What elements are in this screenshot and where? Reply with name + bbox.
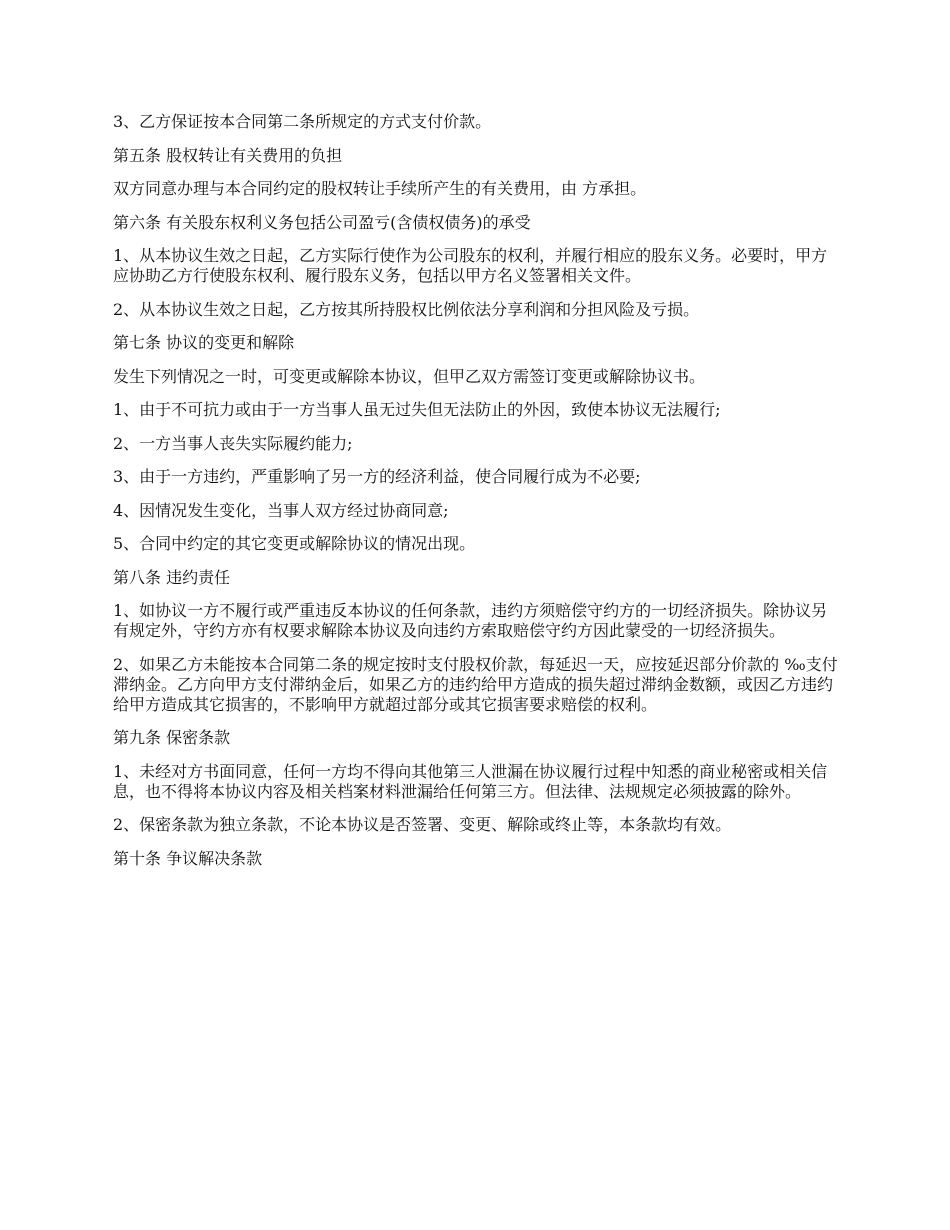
article-7-clause-3: 3、由于一方违约，严重影响了另一方的经济利益，使合同履行成为不必要; [113,467,641,486]
clause-3-payment-guarantee: 3、乙方保证按本合同第二条所规定的方式支付价款。 [113,112,492,131]
article-9-clause-1: 1、未经对方书面同意，任何一方均不得向其他第三人泄漏在协议履行过程中知悉的商业秘密或相关信息，也不得将本协议内容及相关档案材料泄漏给任何第三方。但法律、法规规定必须披露的除外。 [113,761,828,801]
article-7-clause-1: 1、由于不可抗力或由于一方当事人虽无过失但无法防止的外因，致使本协议无法履行; [113,400,721,419]
article-6-heading: 第六条 有关股东权利义务包括公司盈亏(含债权债务)的承受 [113,212,531,232]
article-7-clause-2: 2、一方当事人丧失实际履约能力; [113,433,353,453]
article-7-intro: 发生下列情况之一时，可变更或解除本协议，但甲乙双方需签订变更或解除协议书。 [113,366,706,386]
article-9-heading: 第九条 保密条款 [113,728,231,747]
article-6-clause-2: 2、从本协议生效之日起，乙方按其所持股权比例依法分享利润和分担风险及亏损。 [113,299,700,319]
article-8-heading: 第八条 违约责任 [113,567,231,587]
article-5-text: 双方同意办理与本合同约定的股权转让手续所产生的有关费用，由 方承担。 [113,179,647,198]
article-10-heading: 第十条 争议解决条款 [113,848,263,868]
document-page [113,112,843,882]
article-7-heading: 第七条 协议的变更和解除 [113,333,295,352]
article-6-clause-1: 1、从本协议生效之日起，乙方实际行使作为公司股东的权利，并履行相应的股东义务。必要时，甲方应协助乙方行使股东权利、履行股东义务，包括以甲方名义签署相关文件。 [113,246,828,285]
article-5-heading: 第五条 股权转让有关费用的负担 [113,145,343,165]
article-9-clause-2: 2、保密条款为独立条款，不论本协议是否签署、变更、解除或终止等，本条款均有效。 [113,815,732,834]
article-8-clause-2: 2、如果乙方未能按本合同第二条的规定按时支付股权价款，每延迟一天，应按延迟部分价款的 ‰支付滞纳金。乙方向甲方支付滞纳金后，如果乙方的违约给甲方造成的损失超过滞纳金数额，或因乙方违约给甲方造成其它损害的，不影响甲方就超过部分或其它损害要求赔偿的权利。 [113,654,838,714]
article-7-clause-4: 4、因情况发生变化，当事人双方经过协商同意; [113,500,449,520]
article-7-clause-5: 5、合同中约定的其它变更或解除协议的情况出现。 [113,534,476,553]
article-8-clause-1: 1、如协议一方不履行或严重违反本协议的任何条款，违约方须赔偿守约方的一切经济损失。除协议另有规定外，守约方亦有权要求解除本协议及向违约方索取赔偿守约方因此蒙受的一切经济损失。 [113,601,828,640]
